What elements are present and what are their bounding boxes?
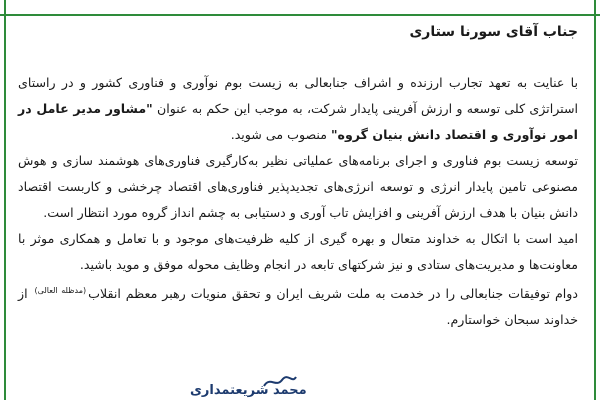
page-frame-right	[594, 0, 596, 400]
paragraph-expectations: توسعه زیست بوم فناوری و اجرای برنامه‌های عملیاتی نظیر به‌کارگیری فناوری‌های هوشمند سازی و هوش مصنوعی تامین پایدار انرژی و توسعه انرژی‌های تجدیدپذیر فناوری‌های اقتصاد چرخشی و کاربست اقتصاد دانش بنیان با هدف ارزش آفرینی و افزایش تاب آوری و دستیابی به چشم انداز گروه مورد انتظار است.	[18, 153, 578, 220]
signatory-name: محمد شریعتمداری	[190, 383, 307, 398]
page-frame-left	[4, 0, 6, 400]
appointment-text: با عنایت به تعهد تجارب ارزنده و اشراف جنابعالی به زیست بوم نوآوری و فناوری کشور و در راستای استراتژی کلی توسعه و ارزش آفرینی پایدار شرکت، به موجب این حکم به عنوان	[18, 75, 578, 116]
paragraph-closing	[18, 278, 578, 333]
paragraph-hope: امید است با اتکال به خداوند متعال و بهره گیری از کلیه ظرفیت‌های موجود و با تعامل و همکاری موثر با معاونت‌ها و مدیریت‌های ستادی و نیز شرکتهای تابعه در انجام وظایف محوله موفق و موید باشید.	[18, 231, 578, 272]
letter-body	[18, 24, 578, 400]
page-frame-top	[0, 0, 600, 16]
appointment-title: "مشاور مدیر عامل در امور نوآوری و اقتصاد دانش بنیان گروه"	[18, 101, 578, 142]
closing-text: دوام توفیقات جنابعالی را در خدمت به ملت شریف ایران و تحقق منویات رهبر معظم انقلاب	[88, 286, 578, 302]
addressee: جناب آقای سورنا ستاری	[409, 24, 578, 40]
closing-end: از خداوند سبحان خواستارم.	[18, 286, 578, 328]
honorific: (مدظله العالی)	[34, 286, 87, 295]
appointment-end: منصوب می شوید.	[230, 127, 331, 142]
paragraph-appointment	[18, 70, 578, 148]
